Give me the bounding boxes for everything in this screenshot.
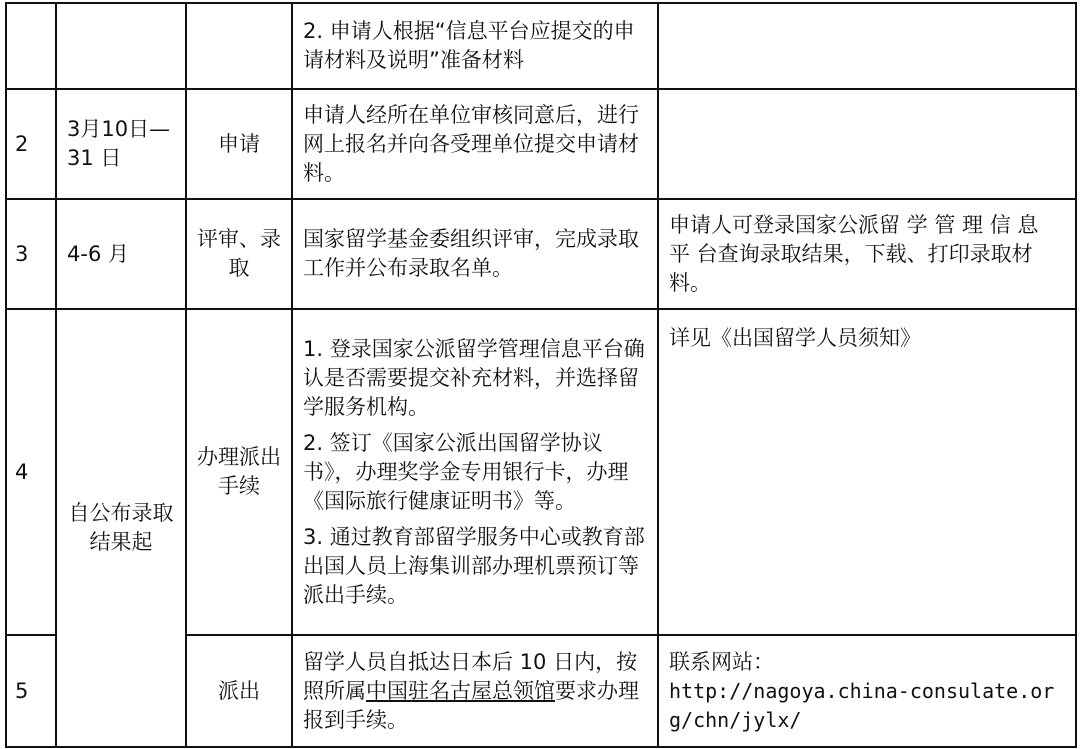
note-label: 联系网站： <box>669 649 774 674</box>
table-row <box>6 3 1076 89</box>
note-text: 详见《出国留学人员须知》 <box>669 326 921 350</box>
content-text: 申请人经所在单位审核同意后，进行网上报名并向各受理单位提交申请材料。 <box>303 102 639 185</box>
row-number-cell: 4 <box>6 309 56 635</box>
note-cell <box>658 199 1076 309</box>
row-number-cell: 5 <box>6 635 56 747</box>
row-number-cell: 2 <box>6 89 56 199</box>
table-row <box>6 309 1076 635</box>
content-text: 2. 申请人根据“信息平台应提交的申请材料及说明”准备材料 <box>303 19 635 72</box>
note-cell <box>658 309 1076 635</box>
stage-cell: 派出 <box>186 635 292 747</box>
stage-cell <box>186 3 292 89</box>
procedure-table-page <box>5 2 1075 746</box>
note-text: 申请人可登录国家公派留 学 管 理 信 息 平 台查询录取结果，下载、打印录取材料。 <box>669 212 1039 295</box>
stage-cell: 申请 <box>186 89 292 199</box>
table-row <box>6 89 1076 199</box>
content-text-pre: 留学人员自抵达日本后 10 日内，按照所属 <box>303 649 638 703</box>
time-cell: 自公布录取结果起 <box>56 309 186 747</box>
content-cell <box>292 3 658 89</box>
stage-cell: 评审、录取 <box>186 199 292 309</box>
content-step-3: 3. 通过教育部留学服务中心或教育部出国人员上海集训部办理机票预订等派出手续。 <box>303 524 645 607</box>
consulate-link[interactable]: 中国驻名古屋总领馆 <box>366 678 555 703</box>
note-cell <box>658 89 1076 199</box>
content-text: 国家留学基金委组织评审，完成录取工作并公布录取名单。 <box>303 227 639 280</box>
note-cell <box>658 635 1076 747</box>
content-cell <box>292 309 658 635</box>
content-step-1: 1. 登录国家公派留学管理信息平台确认是否需要提交补充材料，并选择留学服务机构。 <box>303 336 645 419</box>
note-cell <box>658 3 1076 89</box>
contact-url-link[interactable]: http://nagoya.china-consulate.org/chn/jylx/ <box>669 678 1055 732</box>
content-text-post: 要求办理报到手续。 <box>303 678 639 732</box>
procedure-table <box>5 2 1077 748</box>
table-row <box>6 199 1076 309</box>
row-number-cell: 3 <box>6 199 56 309</box>
content-step-2: 2. 签订《国家公派出国留学协议书》，办理奖学金专用银行卡，办理《国际旅行健康证明书》等。 <box>303 430 629 513</box>
content-text <box>303 648 647 735</box>
row-number-cell <box>6 3 56 89</box>
content-cell <box>292 635 658 747</box>
time-cell: 4-6 月 <box>56 199 186 309</box>
time-cell <box>56 3 186 89</box>
stage-cell: 办理派出手续 <box>186 309 292 635</box>
time-cell: 3月10日—31 日 <box>56 89 186 199</box>
content-cell <box>292 199 658 309</box>
content-cell <box>292 89 658 199</box>
